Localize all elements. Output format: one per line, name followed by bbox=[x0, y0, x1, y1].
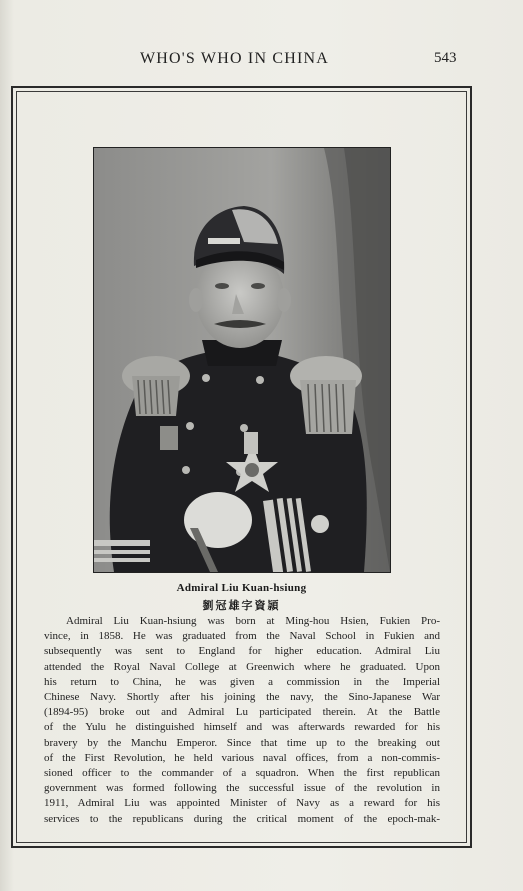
running-head bbox=[0, 48, 523, 72]
text-line: government was formed following the successful issue of the revolution in bbox=[44, 782, 440, 795]
text-line: Admiral Liu Kuan-hsiung was born at Ming-hou Hsien, Fukien Pro- bbox=[66, 615, 440, 627]
text-line: services to the republicans during the critical moment of the epoch-mak- bbox=[44, 812, 440, 825]
photo-caption-chinese: 劉冠雄字資頴 bbox=[202, 599, 281, 612]
text-line: sioned officer to the commander of a squadron. When the first republican bbox=[44, 767, 440, 780]
text-line: (1894-95) broke out and Admiral Lu participated therein. At the Battle bbox=[44, 706, 440, 719]
text-line: subsequently was sent to England for higher education. Admiral Liu bbox=[44, 645, 440, 658]
portrait-photo bbox=[93, 147, 391, 573]
text-line: of the Yulu he distinguished himself and was afterwards rewarded for his bbox=[44, 721, 440, 734]
photo-caption-english: Admiral Liu Kuan-hsiung bbox=[176, 582, 307, 594]
text-line: his return to China, he was given a commission in the Imperial bbox=[44, 675, 440, 688]
text-line: 1911, Admiral Liu was appointed Minister of Navy as a reward for his bbox=[44, 797, 440, 810]
text-line: of the First Revolution, he held various naval offices, from a non-commis- bbox=[44, 751, 440, 764]
text-line: vince, in 1858. He was graduated from the Naval School in Fukien and bbox=[44, 630, 440, 643]
biography-text bbox=[44, 614, 440, 827]
running-title: WHO'S WHO IN CHINA bbox=[140, 50, 330, 67]
text-line: bravery by the Manchu Emperor. Since that time up to the breaking out bbox=[44, 736, 440, 749]
text-line: Chinese Navy. Shortly after his joining the navy, the Sino-Japanese War bbox=[44, 691, 440, 704]
page-number: 543 bbox=[434, 50, 457, 66]
text-line: attended the Royal Naval College at Greenwich where he graduated. Upon bbox=[44, 660, 440, 673]
